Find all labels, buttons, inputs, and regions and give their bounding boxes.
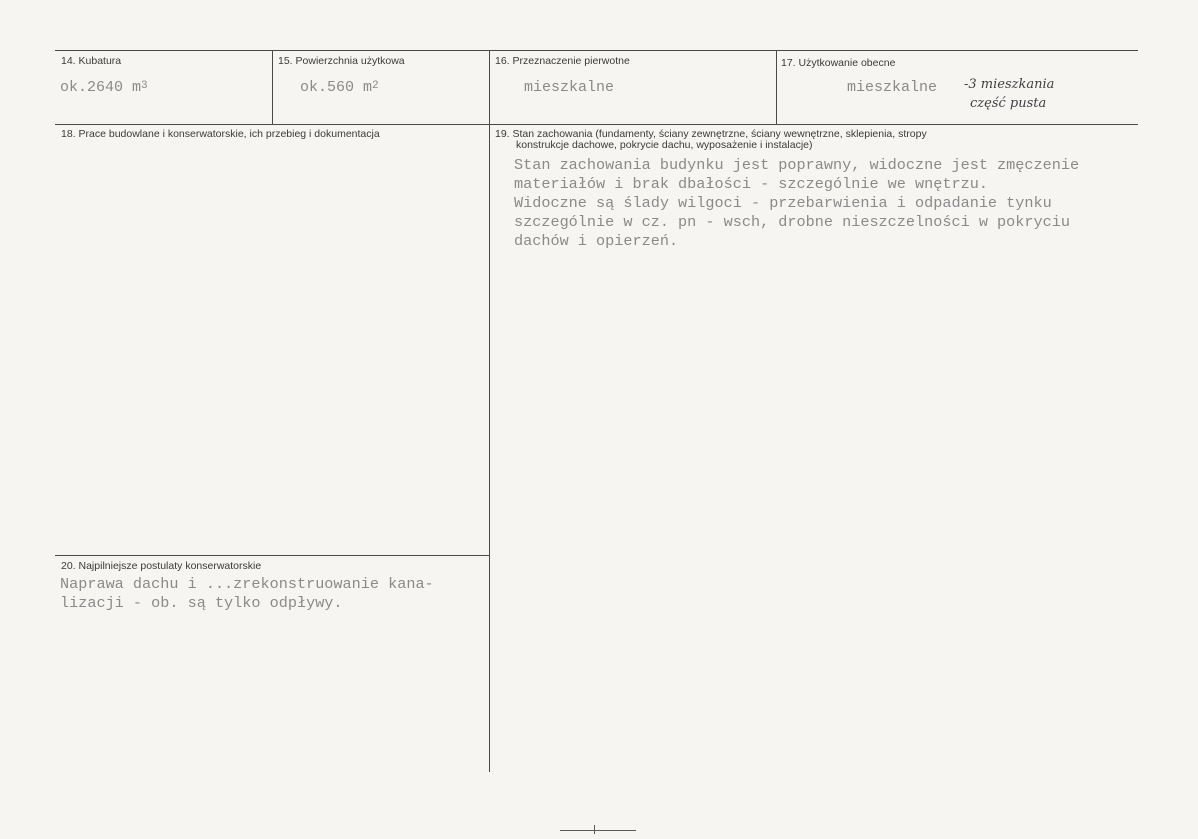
field-15-value-text: ok.560 m [300, 79, 373, 96]
bottom-registration-mark [560, 830, 636, 831]
field-19-label-line2: konstrukcje dachowe, pokrycie dachu, wyposażenie i instalacje) [516, 139, 813, 151]
field-17-label: 17. Użytkowanie obecne [781, 57, 896, 69]
field-19-text-line: materiałów i brak dbałości - szczególnie we wnętrzu. [514, 175, 988, 193]
field-19-text-line: Stan zachowania budynku jest poprawny, widoczne jest zmęczenie [514, 156, 1080, 174]
field-15-value-unit-exp: 2 [372, 80, 379, 92]
field-17-handwritten-note-line2: część pusta [970, 96, 1047, 111]
field-15-label: 15. Powierzchnia użytkowa [278, 55, 405, 67]
field-17-value: mieszkalne [847, 79, 938, 96]
field-15-value [300, 78, 379, 99]
field-19-text-line: Widoczne są ślady wilgoci - przebarwienia i odpadanie tynku [514, 194, 1052, 212]
field-20-text-line: Naprawa dachu i ...zrekonstruowanie kana- [60, 575, 434, 593]
field-16-value: mieszkalne [524, 79, 615, 96]
top-rule [55, 50, 1138, 51]
field-19-label-line1: 19. Stan zachowania (fundamenty, ściany zewnętrzne, ściany wewnętrzne, sklepienia, stropy [495, 128, 927, 140]
field-14-value-text: ok.2640 m [60, 79, 142, 96]
field-16-label: 16. Przeznaczenie pierwotne [495, 55, 630, 67]
field-20-text-line: lizacji - ob. są tylko odpływy. [60, 594, 343, 612]
row1-bottom-rule [55, 124, 1138, 125]
divider-14-15 [272, 50, 273, 125]
field-19-text-line: dachów i opierzeń. [514, 232, 679, 250]
divider-main [489, 50, 490, 772]
field-20-label: 20. Najpilniejsze postulaty konserwatorskie [61, 560, 262, 572]
field-20-text [60, 575, 434, 613]
field-17-handwritten-note-line1: -3 mieszkania [964, 77, 1055, 92]
field-19-text-line: szczególnie w cz. pn - wsch, drobne nieszczelności w pokryciu [514, 213, 1070, 231]
field20-top-rule [55, 555, 489, 556]
field-18-label: 18. Prace budowlane i konserwatorskie, ich przebieg i dokumentacja [61, 128, 380, 140]
bottom-registration-tick [594, 825, 595, 834]
divider-16-17 [776, 50, 777, 125]
field-14-value-unit-exp: 3 [141, 80, 148, 92]
field-14-label: 14. Kubatura [61, 55, 122, 67]
field-19-text [514, 156, 1079, 251]
field-14-value [60, 78, 148, 99]
